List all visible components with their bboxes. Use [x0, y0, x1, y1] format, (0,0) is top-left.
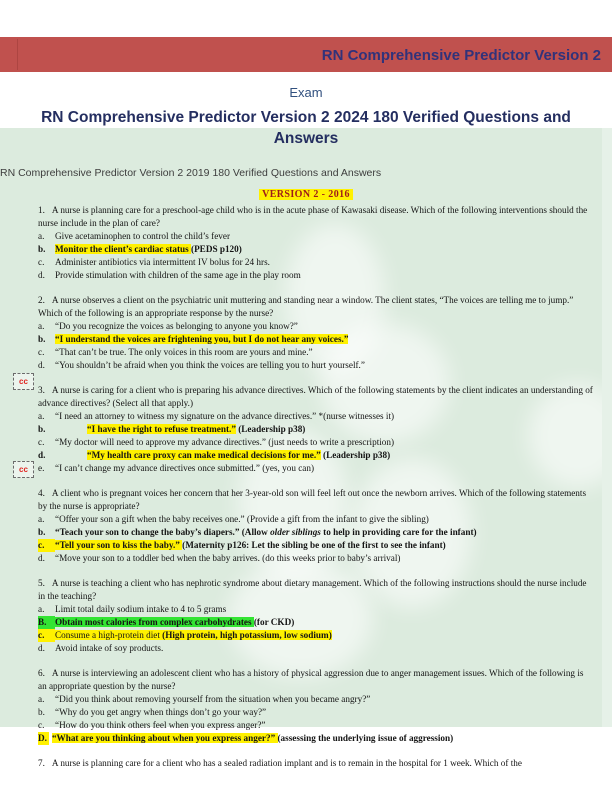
question-stem — [38, 577, 594, 603]
option-letter: a. — [38, 694, 45, 704]
option-text-segment: “You shouldn’t be afraid when you think the voices are telling you to hurt yourself.” — [55, 360, 365, 370]
answer-option — [38, 629, 594, 642]
option-letter: e. — [38, 463, 45, 473]
option-letter: d. — [38, 643, 45, 653]
option-letter: b. — [38, 527, 46, 537]
option-text — [55, 320, 594, 333]
option-letter: d. — [38, 360, 45, 370]
page-title: RN Comprehensive Predictor Version 2 2024 180 Verified Questions and Answers — [41, 109, 571, 147]
option-letter: a. — [38, 231, 45, 241]
option-letter: b. — [38, 334, 46, 344]
option-letter: B. — [38, 616, 55, 629]
option-letter: d. — [38, 270, 45, 280]
option-text-segment: Give acetaminophen to control the child’s fever — [55, 231, 231, 241]
answer-option — [38, 436, 594, 449]
option-text-segment: “I need an attorney to witness my signature on the advance directives.” *(nurse witnesses it) — [55, 411, 395, 421]
option-letter: d. — [38, 450, 46, 460]
option-text — [55, 256, 594, 269]
option-text — [55, 526, 594, 539]
question-stem — [38, 384, 594, 410]
question-4 — [38, 487, 594, 565]
option-text — [55, 629, 594, 642]
option-letter: c. — [38, 629, 55, 642]
answer-option — [38, 256, 594, 269]
option-text — [55, 269, 594, 282]
option-text-segment: (assessing the underlying issue of aggression) — [277, 733, 454, 743]
option-text — [87, 423, 594, 436]
option-text-segment: “Why do you get angry when things don’t go your way?” — [55, 707, 267, 717]
question-stem-text: A nurse observes a client on the psychiatric unit muttering and standing near a window. The client states, “The voices are telling me to jump.” Which of the following is an appropriate response by the nurse? — [38, 295, 574, 318]
option-text-segment: “I understand the voices are frightening you, but I do not hear any voices.” — [55, 334, 349, 344]
question-stem-text: A nurse is teaching a client who has nephrotic syndrome about dietary management. Which of the following instructions should the nurse include in the teaching? — [38, 578, 587, 601]
option-letter: b. — [38, 244, 46, 254]
answer-option — [38, 603, 594, 616]
question-stem-text: A nurse is caring for a client who is preparing his advance directives. Which of the following statements by the client indicates an understanding of advance directives? (Select all that apply.) — [38, 385, 593, 408]
cc-annotation-icon: cc — [13, 373, 34, 390]
option-text-segment: Obtain most calories from complex carbohydrates — [55, 617, 254, 627]
question-number: 6. — [38, 668, 45, 678]
option-text-segment: “I have the right to refuse treatment.” — [87, 424, 236, 434]
option-text-segment: “Do you recognize the voices as belonging to anyone you know?” — [55, 321, 298, 331]
answer-option — [38, 449, 594, 462]
answer-option — [38, 269, 594, 282]
option-text — [55, 603, 594, 616]
question-number: 7. — [38, 758, 45, 768]
header-bar — [0, 37, 612, 72]
option-text — [55, 436, 594, 449]
answer-option — [38, 359, 594, 372]
page-edge-shade — [602, 128, 612, 727]
option-letter: a. — [38, 321, 45, 331]
option-text — [55, 642, 594, 655]
question-number: 2. — [38, 295, 45, 305]
question-stem — [38, 294, 594, 320]
option-text — [55, 230, 594, 243]
answer-option — [38, 539, 594, 552]
option-text-segment: (for CKD) — [253, 617, 295, 627]
option-text — [55, 513, 594, 526]
question-6 — [38, 667, 594, 745]
answer-option — [38, 642, 594, 655]
answer-option — [38, 732, 594, 745]
question-number: 1. — [38, 205, 45, 215]
option-text-segment: “I can’t change my advance directives once submitted.” (yes, you can) — [55, 463, 315, 473]
option-text-segment: “Did you think about removing yourself from the situation when you became angry?” — [55, 694, 371, 704]
option-text — [55, 346, 594, 359]
option-text-segment: (Leadership p38) — [320, 450, 391, 460]
option-text-segment: “That can’t be true. The only voices in this room are yours and mine.” — [55, 347, 313, 357]
option-letter: c. — [38, 257, 45, 267]
option-text — [55, 719, 594, 732]
option-text-segment: Limit total daily sodium intake to 4 to 5 grams — [55, 604, 227, 614]
document-subtitle: RN Comprehensive Predictor Version 2 2019 180 Verified Questions and Answers — [0, 167, 382, 179]
option-text-segment: older siblings — [270, 527, 321, 537]
option-text-segment: (Leadership p38) — [235, 424, 306, 434]
question-stem-text: A nurse is interviewing an adolescent client who has a history of physical aggression due to anger management issues. Which of the following is an appropriate question by the nurse? — [38, 668, 584, 691]
option-letter: a. — [38, 411, 45, 421]
question-number: 3. — [38, 385, 45, 395]
option-text — [55, 462, 594, 475]
question-number: 5. — [38, 578, 45, 588]
question-1 — [38, 204, 594, 282]
option-letter: b. — [38, 424, 46, 434]
option-text-segment: “My health care proxy can make medical decisions for me.” — [87, 450, 321, 460]
option-text-segment: “Move your son to a toddler bed when the baby arrives. (do this weeks prior to baby’s arrival) — [55, 553, 401, 563]
header-bar-divider — [17, 39, 18, 70]
answer-option — [38, 320, 594, 333]
answer-option — [38, 552, 594, 565]
option-text — [55, 539, 594, 552]
option-letter: c. — [38, 437, 45, 447]
cc-annotation-icon: cc — [13, 461, 34, 478]
question-stem — [38, 757, 594, 770]
answer-option — [38, 410, 594, 423]
question-stem-text: A nurse is planning care for a preschool-age child who is in the acute phase of Kawasaki disease. Which of the following interventions should the nurse include in the plan of care? — [38, 205, 588, 228]
exam-label: Exam — [289, 85, 323, 100]
option-text — [55, 333, 594, 346]
option-letter: c. — [38, 347, 45, 357]
question-number: 4. — [38, 488, 45, 498]
option-text-segment: “How do you think others feel when you express anger?” — [55, 720, 266, 730]
option-text — [55, 706, 594, 719]
option-text-segment: Consume a high-protein diet — [55, 630, 163, 640]
question-stem-text: A client who is pregnant voices her concern that her 3-year-old son will feel left out once the newborn arrives. Which of the following statements by the nurse is appropriate? — [38, 488, 587, 511]
option-text — [55, 693, 594, 706]
question-5 — [38, 577, 594, 655]
question-stem — [38, 487, 594, 513]
option-letter: c. — [38, 539, 55, 552]
question-stem — [38, 667, 594, 693]
answer-option — [38, 616, 594, 629]
option-letter: D. — [38, 733, 47, 743]
answer-option — [38, 526, 594, 539]
answer-option — [38, 513, 594, 526]
option-text-segment: to help in providing care for the infant) — [320, 527, 477, 537]
option-text-segment: “My doctor will need to approve my advance directives.” (just needs to write a prescription) — [55, 437, 395, 447]
answer-option — [38, 243, 594, 256]
version-row — [0, 184, 612, 202]
version-badge: VERSION 2 - 2016 — [259, 189, 353, 200]
question-3 — [38, 384, 594, 475]
question-stem — [38, 204, 594, 230]
option-letter: a. — [38, 514, 45, 524]
answer-option — [38, 333, 594, 346]
option-text-segment: (High protein, high potassium, low sodium) — [162, 630, 332, 640]
questions-list — [38, 204, 594, 782]
answer-option — [38, 693, 594, 706]
option-text — [52, 732, 594, 745]
option-text-segment: “What are you thinking about when you express anger?” — [51, 733, 278, 743]
option-text — [55, 243, 594, 256]
answer-option — [38, 706, 594, 719]
answer-option — [38, 346, 594, 359]
header-bar-title: RN Comprehensive Predictor Version 2 — [321, 47, 601, 64]
option-text-segment: Monitor the client’s cardiac status — [55, 244, 192, 254]
question-stem-text: A nurse is planning care for a client who has a sealed radiation implant and is to remain in the hospital for 1 week. Which of the — [51, 758, 522, 768]
option-text-segment: (PEDS p120) — [191, 244, 242, 254]
option-text — [87, 449, 594, 462]
option-letter: b. — [38, 707, 45, 717]
question-7 — [38, 757, 594, 770]
option-text — [55, 616, 594, 629]
option-letter: c. — [38, 720, 45, 730]
answer-option — [38, 230, 594, 243]
answer-option — [38, 462, 594, 475]
option-text — [55, 359, 594, 372]
option-text-segment: Provide stimulation with children of the same age in the play room — [55, 270, 301, 280]
answer-option — [38, 719, 594, 732]
option-text-segment: (Maternity p126: Let the sibling be one of the first to see the infant) — [182, 540, 446, 550]
option-letter: d. — [38, 553, 45, 563]
option-text-segment: Avoid intake of soy products. — [55, 643, 164, 653]
answer-option — [38, 423, 594, 436]
option-text-segment: Administer antibiotics via intermittent IV bolus for 24 hrs. — [55, 257, 270, 267]
option-text-segment: “Teach your son to change the baby’s diapers.” (Allow — [55, 527, 271, 537]
option-text — [55, 552, 594, 565]
question-2 — [38, 294, 594, 372]
option-text-segment: “Offer your son a gift when the baby receives one.” (Provide a gift from the infant to give the sibling) — [55, 514, 429, 524]
option-letter: a. — [38, 604, 45, 614]
option-text — [55, 410, 594, 423]
option-text-segment: “Tell your son to kiss the baby.” — [55, 540, 183, 550]
